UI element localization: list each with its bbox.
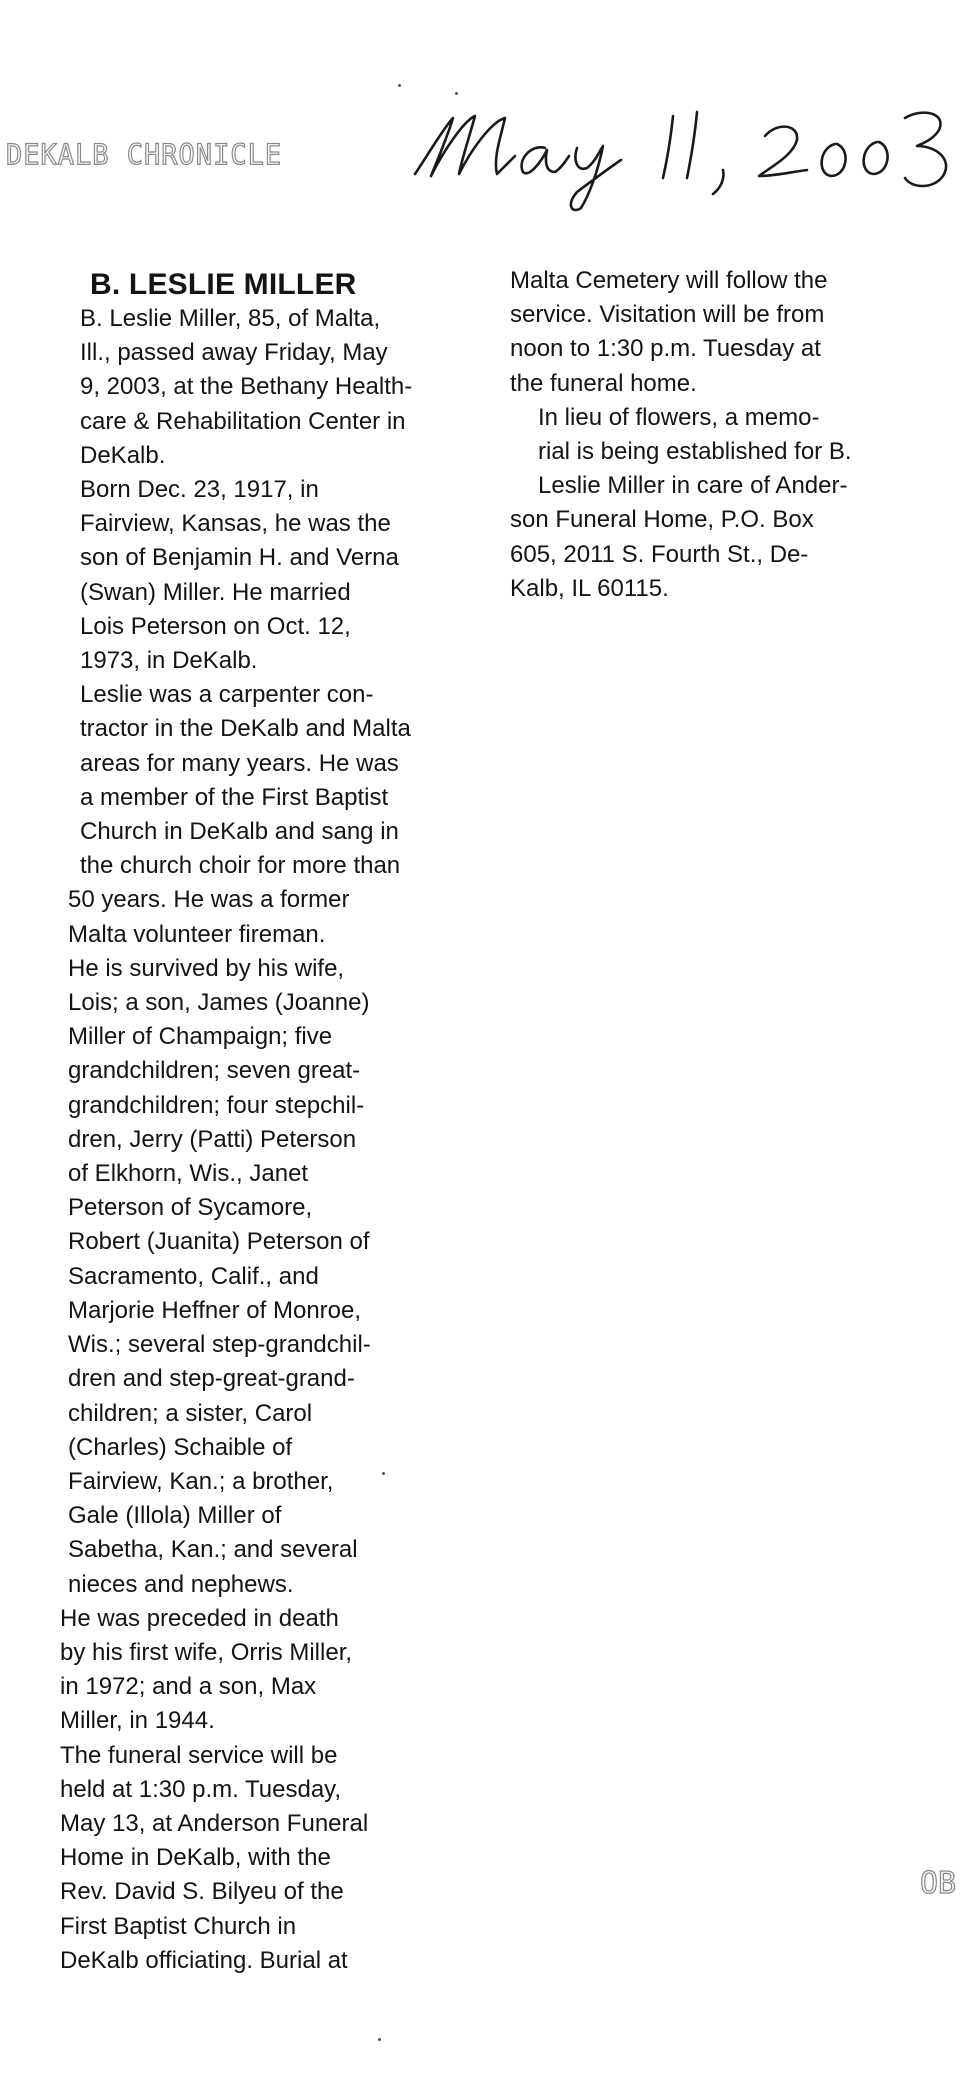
paragraph-burial-visitation: Malta Cemetery will follow the service. Visitation will be from noon to 1:30 p.m. Tuesday at the funeral home. <box>510 267 828 397</box>
newspaper-source-stamp: DEKALB CHRONICLE <box>6 139 283 172</box>
scan-speck <box>398 84 401 87</box>
paragraph-memorial-address: son Funeral Home, P.O. Box 605, 2011 S. Fourth St., De- Kalb, IL 60115. <box>510 506 814 602</box>
corner-stamp: OB <box>920 1866 957 1901</box>
scan-speck <box>378 2038 381 2041</box>
paragraph-funeral-service: The funeral service will be held at 1:30 p.m. Tuesday, May 13, at Anderson Funeral Home in DeKalb, with the Rev. David S. Bilyeu of the First Baptist Church in DeKalb officiating. Burial at <box>60 1741 369 1974</box>
handwritten-date-signature <box>405 96 975 216</box>
paragraph-birth-marriage: Born Dec. 23, 1917, in Fairview, Kansas, he was the son of Benjamin H. and Verna (Swan) Miller. He married Lois Peterson on Oct. 12, 1973, in DeKalb. <box>80 476 399 675</box>
paragraph-death-notice: B. Leslie Miller, 85, of Malta, Ill., passed away Friday, May 9, 2003, at the Bethany Health- care & Rehabilitation Center in DeKalb. <box>80 305 413 469</box>
handwritten-date <box>405 96 975 216</box>
paragraph-memorial: In lieu of flowers, a memo- rial is being established for B. Leslie Miller in care of Ander- <box>538 403 852 500</box>
obituary-headline: B. LESLIE MILLER <box>90 268 357 301</box>
paragraph-career-continued: 50 years. He was a former Malta volunteer fireman. <box>68 886 350 948</box>
paragraph-survivors: He is survived by his wife, Lois; a son, James (Joanne) Miller of Champaign; five grandchildren; seven great- grandchildren; four stepchil- dren, Jerry (Patti) Peterson of Elkhorn, Wis., Janet Peterson of Sycamore, Robert (Juanita) Peterson of Sacramento, Calif., and Marjorie Heffner of Monroe, Wis.; several step-grandchil- dren and step-great-grand- children; a sister, Carol (Charles) Schaible of Fairview, Kan.; a brother, Gale (Illola) Miller of Sabetha, Kan.; and several nieces and nephews. <box>68 954 371 1598</box>
article-right-column <box>510 264 910 606</box>
scan-speck <box>455 92 458 95</box>
scan-speck <box>382 1472 385 1475</box>
paragraph-preceded-in-death: He was preceded in death by his first wife, Orris Miller, in 1972; and a son, Max Miller, in 1944. <box>60 1604 353 1735</box>
paragraph-career: Leslie was a carpenter con- tractor in the DeKalb and Malta areas for many years. He was a member of the First Baptist Church in DeKalb and sang in the church choir for more than <box>80 681 411 880</box>
article-left-column <box>52 264 452 1978</box>
